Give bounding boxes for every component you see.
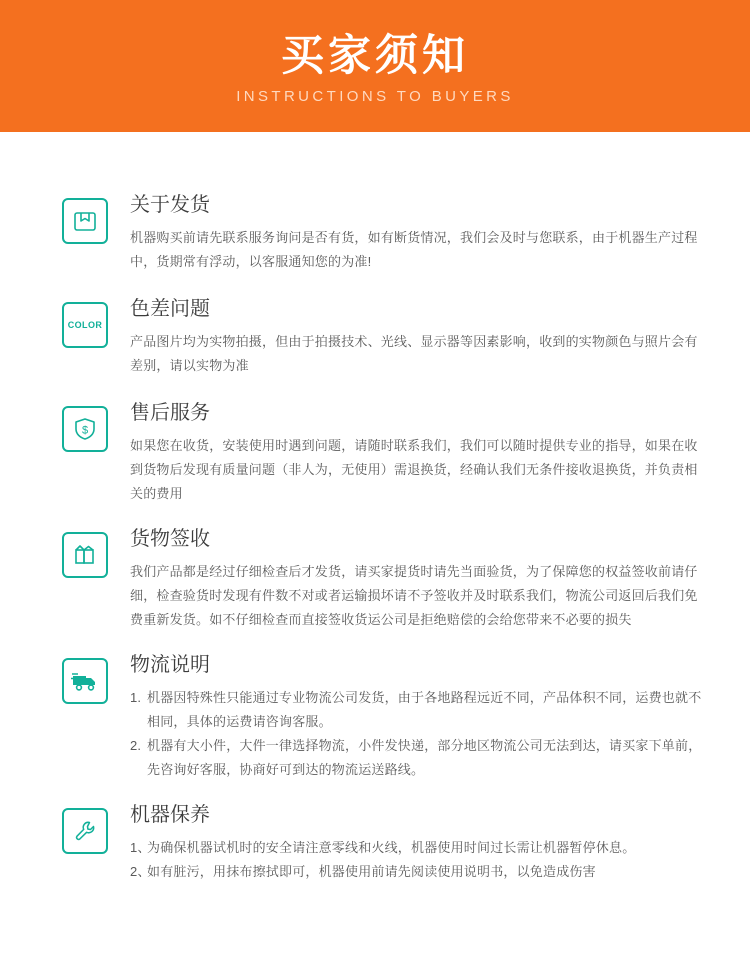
svg-text:$: $	[81, 424, 89, 437]
open-box-icon	[62, 532, 108, 578]
section-body	[130, 194, 710, 274]
list-text: 机器有大小件，大件一律选择物流，小件发快递，部分地区物流公司无法到达，请买家下单前，先咨询好客服，协商好可到达的物流运送路线。	[147, 738, 702, 777]
delivery-truck-icon	[62, 658, 108, 704]
section-paragraph: 我们产品都是经过仔细检查后才发货，请买家提货时请先当面验货，为了保障您的权益签收前请仔细，检查验货时发现有件数不对或者运输损坏请不予签收并及时联系我们，物流公司返回后我们免费重新发货。如不仔细检查而直接签收货运公司是拒绝赔偿的会给您带来不必要的损失	[130, 564, 698, 627]
color-icon-label: COLOR	[67, 320, 103, 330]
list-text: 为确保机器试机时的安全请注意零线和火线，机器使用时间过长需让机器暂停休息。	[147, 840, 636, 855]
section-title: 关于发货	[130, 194, 210, 216]
section-after-sales	[62, 402, 710, 506]
section-body	[130, 654, 710, 782]
list-item	[130, 860, 710, 884]
wrench-icon	[62, 808, 108, 854]
section-logistics	[62, 654, 710, 782]
package-box-icon	[62, 198, 108, 244]
list-marker: 1.	[130, 690, 142, 705]
list-marker: 1、	[130, 840, 151, 855]
section-list	[130, 686, 710, 782]
page-header	[0, 0, 750, 132]
section-title: 色差问题	[130, 298, 210, 320]
section-color-difference	[62, 298, 710, 378]
section-title: 机器保养	[130, 804, 210, 826]
page-subtitle: INSTRUCTIONS TO BUYERS	[236, 88, 514, 106]
dollar-shield-icon	[62, 406, 108, 452]
section-body	[130, 298, 710, 378]
section-title: 售后服务	[130, 402, 210, 424]
section-paragraph: 产品图片均为实物拍摄，但由于拍摄技术、光线、显示器等因素影响，收到的实物颜色与照片会有差别，请以实物为准	[130, 334, 698, 373]
color-swatch-icon	[62, 302, 108, 348]
list-item	[130, 734, 710, 782]
section-shipping	[62, 194, 710, 274]
list-marker: 2、	[130, 864, 151, 879]
page-title: 买家须知	[281, 31, 469, 80]
section-paragraph: 如果您在收货，安装使用时遇到问题，请随时联系我们，我们可以随时提供专业的指导，如果在收到货物后发现有质量问题（非人为，无使用）需退换货，经确认我们无条件接收退换货，并负责相关的费用	[130, 438, 698, 501]
section-paragraph: 机器购买前请先联系服务询问是否有货，如有断货情况，我们会及时与您联系，由于机器生产过程中，货期常有浮动，以客服通知您的为准!	[130, 230, 698, 269]
section-title: 货物签收	[130, 528, 210, 550]
list-item	[130, 836, 710, 860]
section-body	[130, 528, 710, 632]
section-goods-receipt	[62, 528, 710, 632]
list-text: 机器因特殊性只能通过专业物流公司发货，由于各地路程远近不同，产品体积不同，运费也就不相同，具体的运费请咨询客服。	[147, 690, 702, 729]
section-list	[130, 836, 710, 884]
list-item	[130, 686, 710, 734]
section-body	[130, 804, 710, 884]
section-maintenance	[62, 804, 710, 884]
list-marker: 2.	[130, 738, 142, 753]
sections-container	[0, 132, 750, 884]
list-text: 如有脏污，用抹布擦拭即可，机器使用前请先阅读使用说明书，以免造成伤害	[147, 864, 596, 879]
section-body	[130, 402, 710, 506]
section-title: 物流说明	[130, 654, 210, 676]
